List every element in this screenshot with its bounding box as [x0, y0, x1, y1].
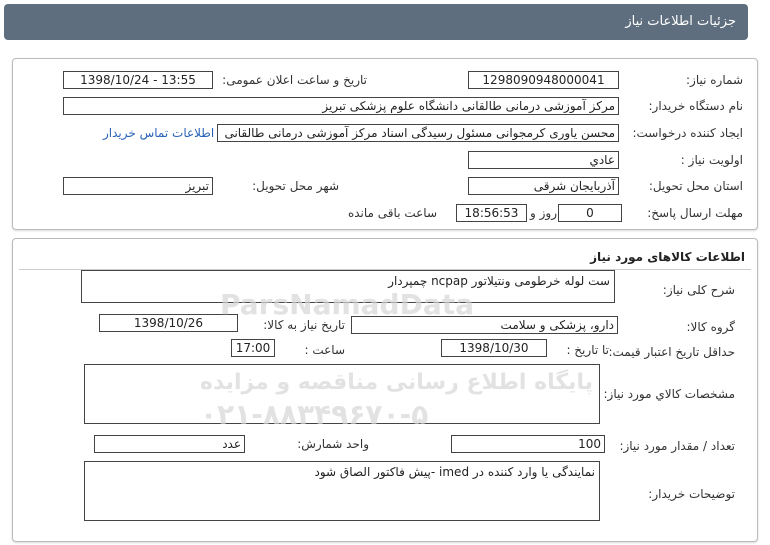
watermark-line1: پایگاه اطلاع رسانی مناقصه و مزایده	[200, 370, 593, 395]
city-label: شهر محل تحویل:	[252, 179, 339, 193]
unit-field[interactable]: عدد	[94, 435, 245, 453]
need-number-label: شماره نیاز:	[686, 73, 743, 87]
validity-time-field[interactable]: 17:00	[231, 339, 275, 357]
price-validity-label: حداقل تاریخ اعتبار قیمت:	[608, 345, 735, 359]
province-label: استان محل تحویل:	[648, 179, 743, 193]
buyer-org-label: نام دستگاه خریدار:	[648, 99, 743, 113]
days-field[interactable]: 0	[558, 204, 622, 222]
priority-field[interactable]: عادي	[468, 151, 619, 169]
announce-date-field[interactable]: 1398/10/24 - 13:55	[63, 71, 213, 89]
priority-label: اولویت نیاز :	[680, 153, 743, 167]
page-title: جزئیات اطلاعات نیاز	[625, 14, 736, 29]
deadline-label: مهلت ارسال پاسخ:	[647, 206, 743, 220]
buyer-contact-link[interactable]: اطلاعات تماس خریدار	[103, 126, 215, 140]
goods-group-label: گروه کالا:	[686, 320, 735, 334]
summary-label: شرح کلی نیاز:	[662, 283, 735, 297]
announce-date-label: تاریخ و ساعت اعلان عمومی:	[222, 73, 367, 87]
time-remaining-word: ساعت باقی مانده	[347, 206, 437, 220]
need-number-field[interactable]: 1298090948000041	[468, 71, 619, 89]
validity-hour-label: ساعت :	[304, 343, 345, 357]
spec-field[interactable]	[84, 364, 600, 424]
buyer-notes-label: توضیحات خریدار:	[648, 487, 735, 501]
time-remaining-field[interactable]: 18:56:53	[456, 204, 527, 222]
unit-label: واحد شمارش:	[297, 437, 369, 451]
goods-section-title: اطلاعات کالاهای مورد نیاز	[590, 250, 745, 264]
days-word: روز و	[530, 206, 557, 220]
summary-field[interactable]: ست لوله خرطومی ونتیلاتور ncpap چمپردار	[81, 270, 615, 303]
spec-label: مشخصات کالاي مورد نياز:	[603, 387, 735, 401]
creator-field[interactable]: محسن یاوری کرمجوانی مسئول رسیدگی اسناد مرکز آموزشی درمانی طالقانی	[217, 124, 619, 142]
buyer-notes-field[interactable]: نمایندگی یا وارد کننده در imed -پیش فاکتور الصاق شود	[84, 461, 600, 521]
goods-group-field[interactable]: دارو، پزشکی و سلامت	[351, 316, 618, 334]
city-field[interactable]: تبریز	[63, 177, 213, 195]
need-info-panel	[12, 58, 758, 230]
province-field[interactable]: آذربایجان شرقی	[468, 177, 619, 195]
quantity-field[interactable]: 100	[451, 435, 605, 453]
need-date-field[interactable]: 1398/10/26	[99, 314, 238, 332]
creator-label: ایجاد کننده درخواست:	[632, 126, 743, 140]
quantity-label: تعداد / مقدار مورد نیاز:	[619, 439, 735, 453]
page-header	[4, 4, 748, 40]
until-date-label: تا تاریخ :	[566, 343, 609, 357]
need-date-label: تاریخ نیاز به کالا:	[263, 318, 345, 332]
buyer-org-field[interactable]: مرکز آموزشی درمانی طالقانی دانشگاه علوم پزشکی تبریز	[63, 97, 619, 115]
watermark-line2: ۰۲۱-۸۸۳۴۹۶۷۰-۵	[200, 398, 429, 431]
watermark-brand: ParsNamadData	[220, 288, 474, 321]
validity-date-field[interactable]: 1398/10/30	[441, 339, 547, 357]
goods-panel	[12, 238, 758, 542]
